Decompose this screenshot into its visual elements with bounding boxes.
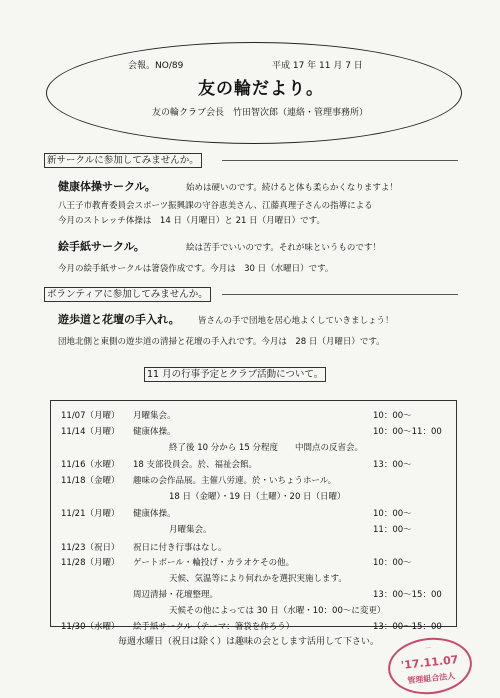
schedule-row: [51, 458, 456, 474]
schedule-date: 11/18（金曜）: [61, 476, 120, 486]
schedule-event: 18 支部役員会。於、福祉会館。: [133, 460, 258, 470]
schedule-row: [51, 409, 456, 425]
schedule-date: 11/30（水曜）: [61, 622, 120, 632]
schedule-event: 祝日に付き行事はなし。: [133, 543, 227, 553]
schedule-row: [51, 572, 456, 588]
schedule-date: 11/14（月曜）: [61, 427, 120, 437]
club-president: 友の輪クラブ会長 竹田智次郎（連絡・管理事務所）: [152, 108, 369, 118]
section-label-new-circle: 新サークルに参加してみませんか。: [44, 153, 202, 168]
schedule-event: 周辺清掃・花壇整理。: [133, 590, 219, 600]
health-circle-dates: 今月のストレッチ体操は 14 日（月曜日）と 21 日（月曜日）です。: [58, 216, 325, 226]
schedule-time: 10：00～: [373, 558, 412, 568]
schedule-event: 天候、気温等により何れかを選択実施します。: [169, 574, 347, 584]
schedule-date: 11/23（祝日）: [61, 543, 120, 553]
schedule-time: 11：00～: [373, 525, 412, 535]
schedule-date: 11/16（水曜）: [61, 460, 120, 470]
schedule-row: [51, 425, 456, 441]
schedule-event: 月曜集会。: [133, 411, 176, 421]
section-label-schedule: 11 月の行事予定とクラブ活動について。: [144, 367, 326, 382]
schedule-row: [51, 588, 456, 604]
volunteer-activity-details: 団地北側と東側の遊歩道の清掃と花壇の手入れです。今月は 28 日（月曜日）です。: [58, 337, 385, 347]
section-label-volunteer: ボランティアに参加してみませんか。: [44, 287, 211, 302]
schedule-row: [51, 490, 456, 506]
schedule-event: 18 日（金曜）・19 日（土曜）・20 日（日曜）: [169, 492, 346, 502]
stamp-organization: 管理組合法人: [406, 671, 456, 686]
schedule-row: [51, 474, 456, 490]
schedule-time: 10：00～11：00: [373, 427, 442, 437]
schedule-row: [51, 556, 456, 572]
section-rule: [222, 294, 458, 295]
issue-number: 会報。NO/89: [128, 61, 184, 71]
schedule-row: [51, 604, 456, 620]
schedule-event: 天候その他によっては 30 日（水曜・10：00～に変更）: [169, 606, 386, 616]
section-rule: [222, 160, 458, 161]
etegami-circle-tagline: 絵は苦手でいいのです。それが味というものです！: [186, 243, 381, 253]
schedule-table: [50, 400, 457, 632]
schedule-time: 13：00～: [373, 460, 412, 470]
footer-note: 毎週水曜日（祝日は除く）は趣味の会とします活用して下さい。: [118, 637, 380, 647]
stamp-date: '17.11.07: [400, 653, 459, 672]
stamp-top-text: …: [424, 642, 432, 651]
schedule-time: 13：00～15：00: [373, 622, 442, 632]
etegami-circle-name: 絵手紙サークル。: [58, 240, 145, 253]
schedule-row: [51, 541, 456, 557]
schedule-date: 11/28（月曜）: [61, 558, 120, 568]
schedule-row: [51, 441, 456, 457]
schedule-event: 月曜集会。: [169, 525, 212, 535]
etegami-circle-details: 今月の絵手紙サークルは箸袋作成です。今月は 30 日（水曜日）です。: [58, 264, 334, 274]
health-circle-instructors: 八王子市教育委員会スポーツ振興課の守谷恵美さん、江藤真理子さんの指導による: [58, 201, 373, 211]
schedule-event: 終了後 10 分から 15 分程度 中間点の反省会。: [169, 443, 363, 453]
volunteer-activity-name: 遊歩道と花壇の手入れ。: [58, 313, 180, 326]
schedule-row: [51, 523, 456, 539]
schedule-date: 11/07（月曜）: [61, 411, 120, 421]
schedule-time: 10：00～: [373, 411, 412, 421]
schedule-event: ゲートボール・輪投げ・カラオケその他。: [133, 558, 295, 568]
volunteer-activity-tagline: 皆さんの手で団地を居心地よくしていきましょう！: [198, 316, 394, 326]
schedule-time: 10：00～: [373, 509, 412, 519]
schedule-event: 健康体操。: [133, 427, 176, 437]
schedule-event: 健康体操。: [133, 509, 176, 519]
issue-date: 平成 17 年 11 月 7 日: [272, 61, 363, 71]
schedule-event: 趣味の会作品展。主催八労連。於・いちょうホール。: [133, 476, 337, 486]
schedule-event: 絵手紙サークル（テーマ：箸袋を作ろう）: [133, 622, 295, 632]
received-stamp: [385, 634, 474, 698]
health-circle-name: 健康体操サークル。: [58, 180, 156, 193]
health-circle-tagline: 始めは硬いのです。続けると体も柔らかくなりますよ！: [186, 183, 398, 193]
schedule-date: 11/21（月曜）: [61, 509, 120, 519]
newsletter-title: 友の輪だより。: [198, 79, 324, 99]
schedule-time: 13：00～15：00: [373, 590, 442, 600]
schedule-row: [51, 507, 456, 523]
